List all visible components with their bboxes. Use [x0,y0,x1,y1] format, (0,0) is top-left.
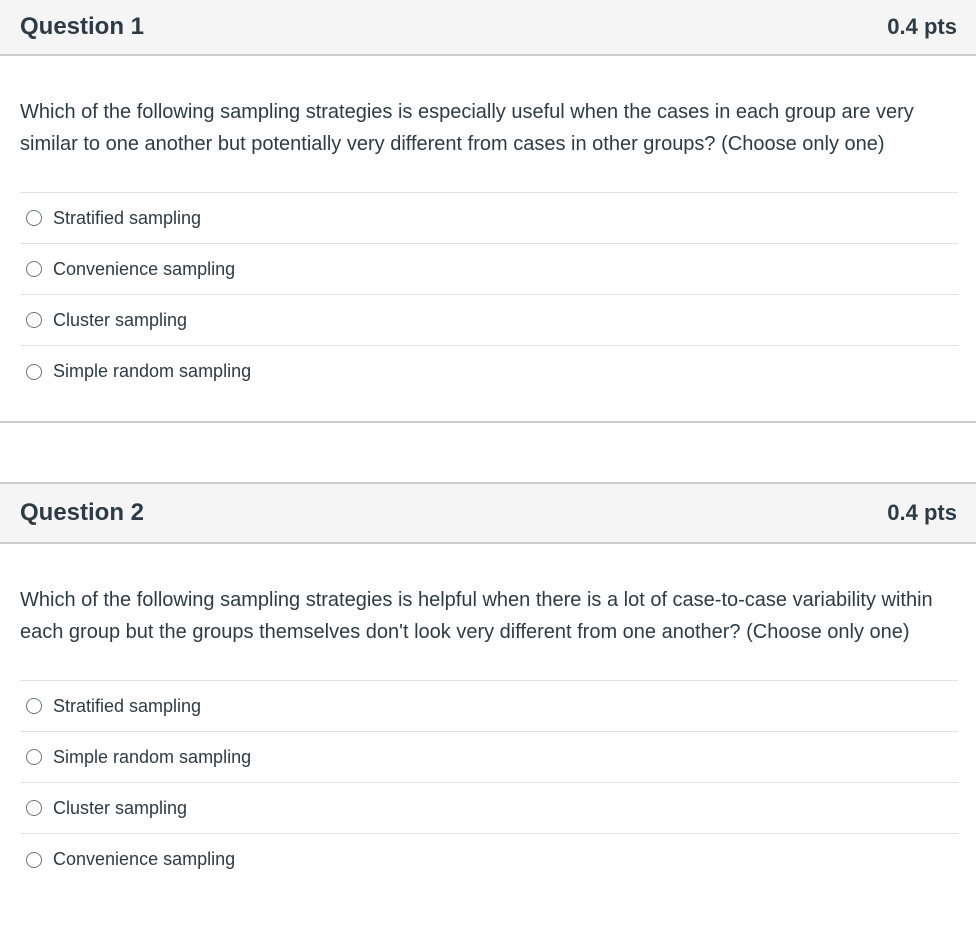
radio-button[interactable] [26,698,42,714]
answer-option[interactable] [20,295,958,346]
answer-label: Simple random sampling [53,746,252,767]
radio-button[interactable] [26,364,42,380]
answer-label: Stratified sampling [53,207,202,228]
answer-option[interactable] [20,681,958,732]
question-divider [0,421,976,423]
answer-label: Convenience sampling [53,258,236,279]
question-title: Question 2 [20,499,145,526]
answer-label: Simple random sampling [53,361,252,381]
radio-button[interactable] [26,261,42,277]
answer-label: Convenience sampling [53,849,236,869]
radio-button[interactable] [26,800,42,816]
question-points: 0.4 pts [887,14,957,39]
question-text: Which of the following sampling strategies is especially useful when the cases in each group are very similar to one another but potentially very different from cases in other groups? (Choose only one) [20,101,914,155]
answer-option[interactable] [20,346,958,397]
answer-option[interactable] [20,783,958,834]
radio-button[interactable] [26,312,42,328]
answer-label: Cluster sampling [53,797,188,818]
answer-list [20,192,958,397]
answer-option[interactable] [20,834,958,885]
question-points: 0.4 pts [887,500,957,525]
answer-label: Cluster sampling [53,309,188,330]
radio-button[interactable] [26,852,42,868]
question-text: Which of the following sampling strategies is helpful when there is a lot of case-to-case variability within each group but the groups themselves don't look very different from one another? (Choose only one) [20,589,933,643]
answer-option[interactable] [20,732,958,783]
answer-option[interactable] [20,193,958,244]
answer-option[interactable] [20,244,958,295]
answer-label: Stratified sampling [53,695,202,716]
radio-button[interactable] [26,210,42,226]
question-header [0,482,976,544]
question-title: Question 1 [20,13,145,40]
question-2 [0,482,976,885]
question-1 [0,0,976,397]
radio-button[interactable] [26,749,42,765]
answer-list [20,680,958,885]
question-header [0,0,976,56]
